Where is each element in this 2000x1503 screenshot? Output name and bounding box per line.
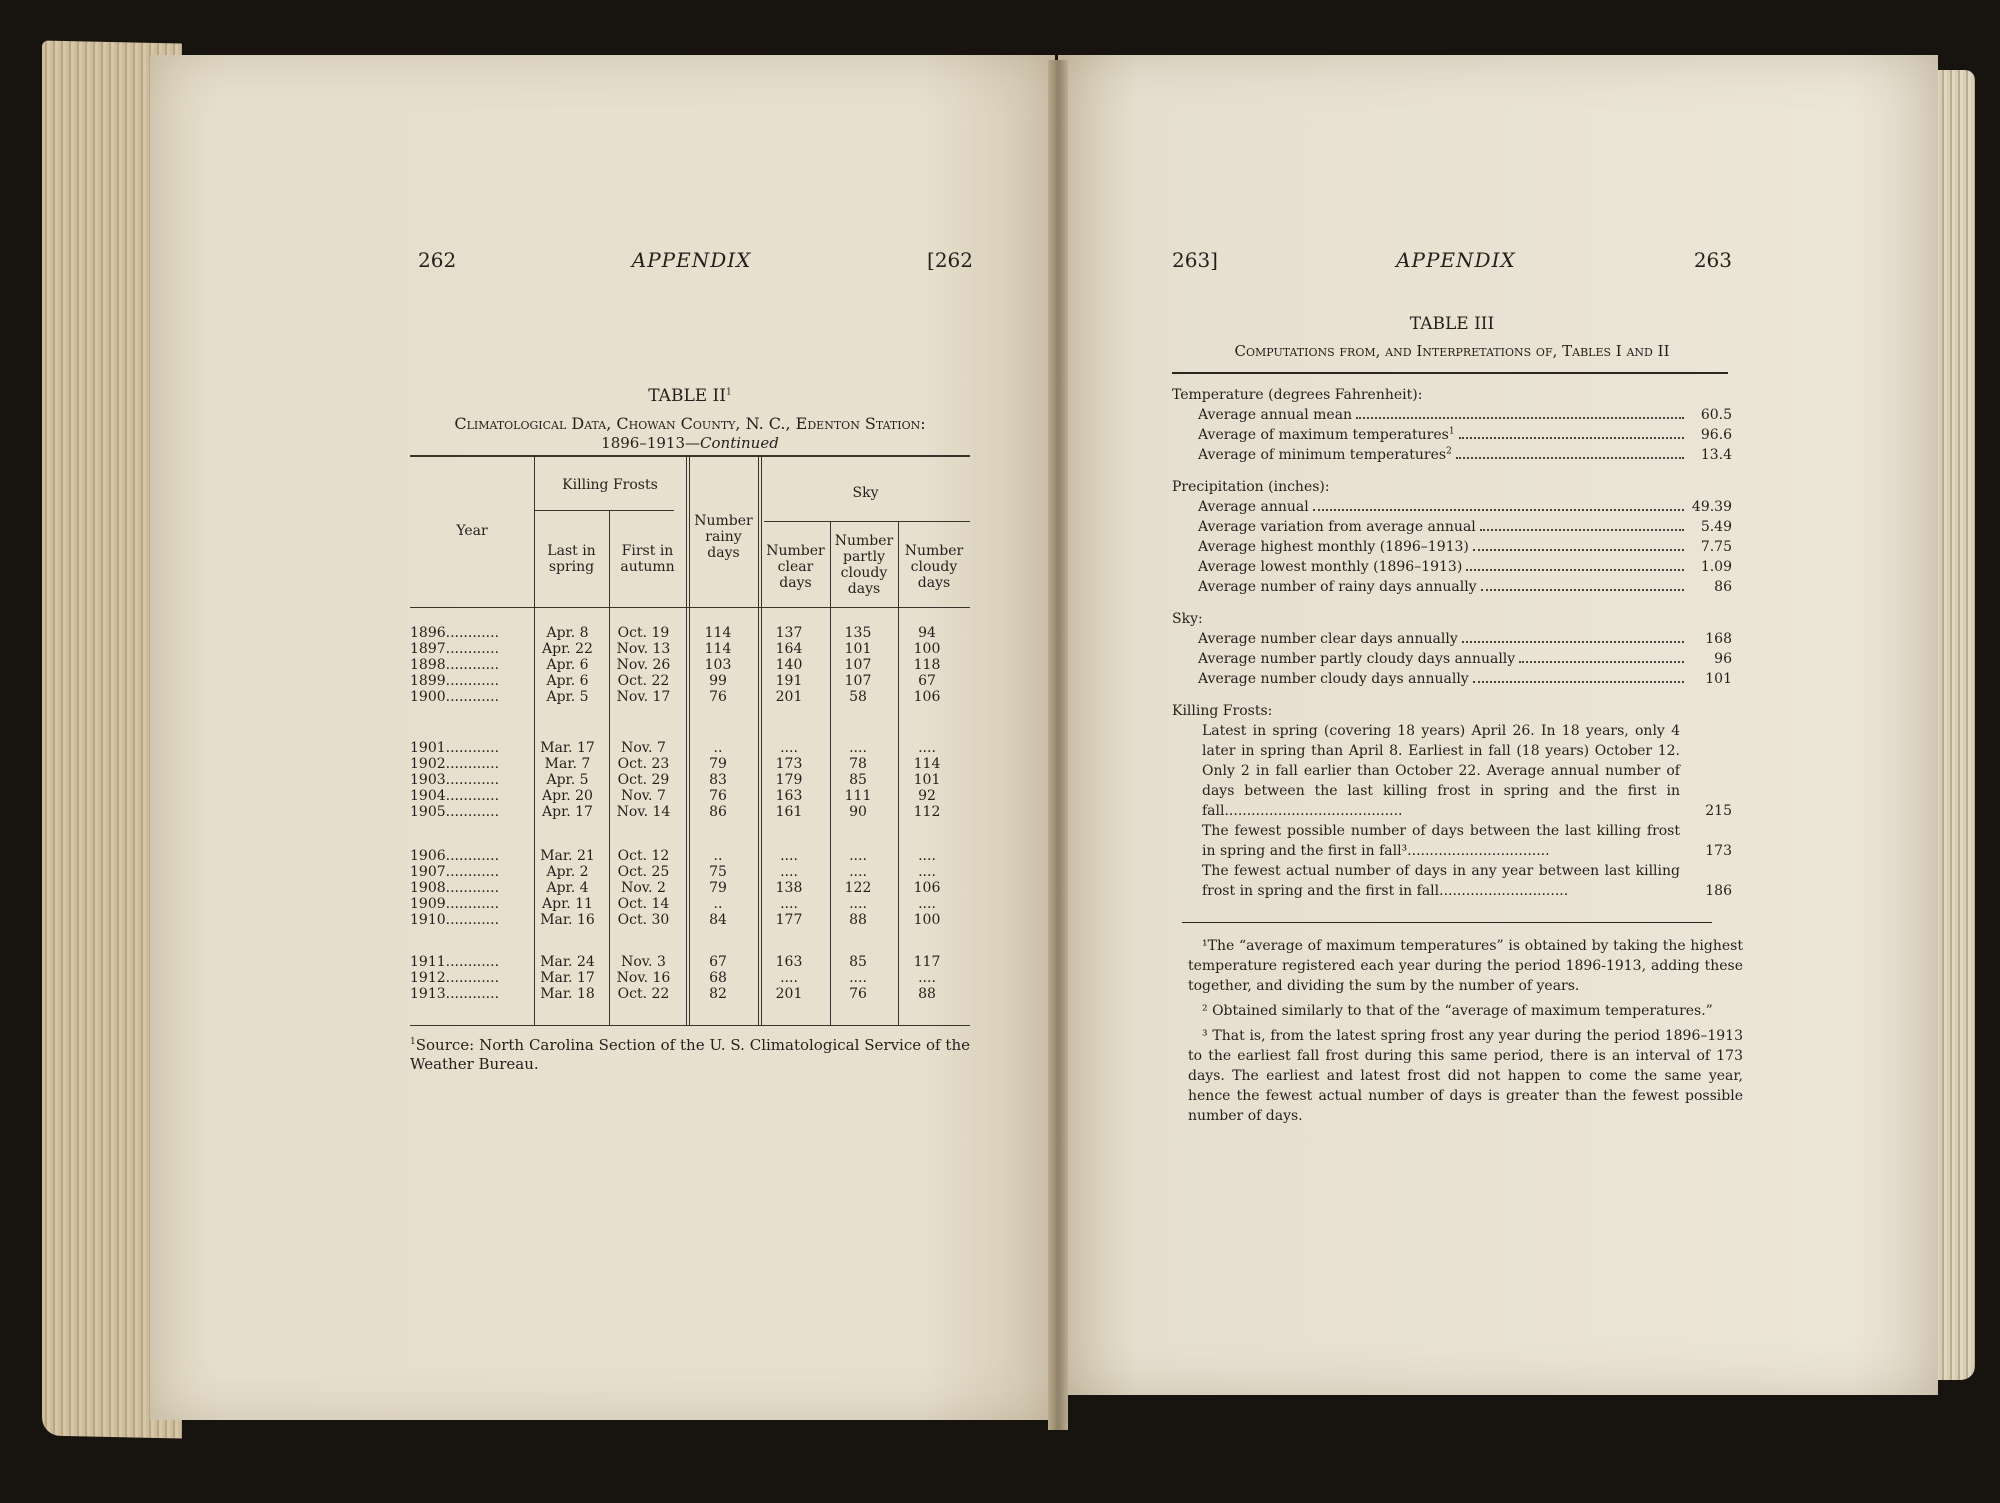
table-iii-item [1172, 445, 1732, 465]
cell-cloudy: 100 [913, 641, 941, 657]
cell-partly: 85 [849, 772, 867, 788]
table-iii-title: TABLE III [1409, 314, 1495, 334]
cell-rainy: 67 [709, 954, 727, 970]
h-cloudy-2: cloudy [910, 559, 958, 575]
cell-cloudy: 114 [913, 756, 941, 772]
leader-dots [1462, 641, 1684, 643]
cell-year: 1905............ [410, 804, 500, 820]
cell-year: 1898............ [410, 657, 500, 673]
header-year: Year [456, 523, 488, 539]
cell-cloudy: 106 [913, 689, 941, 705]
cell-last: Apr. 11 [542, 896, 593, 912]
cell-rainy: .. [713, 740, 723, 756]
item-label-text: Average number partly cloudy days annually [1198, 651, 1516, 667]
cell-cloudy: 101 [913, 772, 941, 788]
leader-dots [1459, 437, 1684, 439]
item-label-text: Average annual mean [1198, 407, 1353, 423]
section-heading: Sky: [1172, 611, 1203, 627]
cell-clear: .... [780, 740, 798, 756]
cell-partly: .... [849, 970, 867, 986]
cell-first: Oct. 14 [617, 896, 670, 912]
killing-frosts-value-2: 173 [1705, 843, 1732, 859]
cell-partly: 88 [849, 912, 867, 928]
item-value: 168 [1705, 631, 1732, 647]
table-iii-item [1172, 537, 1732, 557]
cell-cloudy: .... [918, 848, 936, 864]
item-label [1198, 629, 1458, 649]
row-group [410, 954, 970, 1002]
cell-year: 1904............ [410, 788, 500, 804]
table-iii-bottom-rule [1182, 922, 1712, 923]
right-footnote-2: ² Obtained similarly to that of the “average of maximum temperatures.” [1202, 1003, 1713, 1019]
cell-last: Mar. 17 [540, 740, 595, 756]
cell-last: Mar. 24 [540, 954, 595, 970]
h-partly-2: partly [842, 549, 885, 565]
cell-year: 1897............ [410, 641, 500, 657]
cell-last: Apr. 2 [546, 864, 589, 880]
cell-rainy: 82 [709, 986, 727, 1002]
table-iii [1172, 385, 1732, 913]
cell-year: 1911............ [410, 954, 500, 970]
table-row [410, 625, 970, 641]
cell-last: Apr. 4 [546, 880, 589, 896]
book-gutter [1048, 60, 1068, 1430]
caption-years: 1896–1913— [601, 434, 701, 452]
h-cloudy-1: Number [904, 543, 964, 559]
cell-year: 1909............ [410, 896, 500, 912]
table-ii [410, 455, 970, 1030]
table-iii-sections [1172, 385, 1732, 689]
leader-dots [1313, 509, 1684, 511]
cell-last: Apr. 20 [542, 788, 593, 804]
killing-frosts-para-3 [1172, 861, 1732, 901]
cell-partly: 107 [844, 657, 872, 673]
cell-rainy: 84 [709, 912, 727, 928]
table-row [410, 788, 970, 804]
table-ii-label: TABLE II [648, 386, 726, 406]
table-iii-item [1172, 557, 1732, 577]
item-value: 86 [1714, 579, 1732, 595]
header-partly-cloudy-days [830, 533, 898, 597]
cell-first: Nov. 26 [616, 657, 671, 673]
cell-partly: .... [849, 864, 867, 880]
table-iii-item [1172, 649, 1732, 669]
table-iii-section [1172, 385, 1732, 465]
cell-cloudy: 94 [918, 625, 936, 641]
h-cloudy-3: days [917, 575, 951, 591]
item-label-text: Average annual [1198, 499, 1309, 515]
table-row [410, 673, 970, 689]
right-footnotes [1188, 936, 1743, 1131]
item-label-text: Average number of rainy days annually [1198, 579, 1477, 595]
killing-frosts-para-2 [1172, 821, 1732, 861]
header-cloudy-days [898, 543, 970, 591]
cell-clear: 173 [775, 756, 803, 772]
item-value: 1.09 [1700, 559, 1732, 575]
table-row [410, 864, 970, 880]
cell-partly: .... [849, 848, 867, 864]
item-label-text: Average number cloudy days annually [1198, 671, 1469, 687]
cell-year: 1913............ [410, 986, 500, 1002]
cell-cloudy: 92 [918, 788, 936, 804]
table-row [410, 986, 970, 1002]
right-page-number: 263 [1693, 248, 1732, 272]
left-footnote [410, 1036, 970, 1074]
cell-clear: 191 [775, 673, 803, 689]
cell-last: Mar. 21 [540, 848, 595, 864]
cell-partly: 58 [849, 689, 867, 705]
cell-partly: 76 [849, 986, 867, 1002]
item-label-text: Average of maximum temperatures [1198, 427, 1449, 443]
table-row [410, 970, 970, 986]
cell-partly: 101 [844, 641, 872, 657]
leader-dots [1473, 549, 1684, 551]
cell-cloudy: 118 [913, 657, 941, 673]
header-last-in-spring [534, 543, 609, 575]
cell-last: Apr. 5 [546, 772, 589, 788]
cell-first: Nov. 16 [616, 970, 671, 986]
cell-clear: 201 [775, 689, 803, 705]
row-group [410, 625, 970, 705]
cell-rainy: 79 [709, 880, 727, 896]
cell-partly: 135 [844, 625, 872, 641]
table-ii-title [410, 386, 970, 406]
cell-first: Nov. 3 [621, 954, 666, 970]
item-label-text: Average number clear days annually [1198, 631, 1458, 647]
cell-first: Oct. 29 [617, 772, 670, 788]
leader-dots [1480, 529, 1684, 531]
h-partly-1: Number [834, 533, 894, 549]
cell-year: 1908............ [410, 880, 500, 896]
table-iii-item [1172, 669, 1732, 689]
table-iii-item [1172, 629, 1732, 649]
cell-last: Mar. 7 [544, 756, 591, 772]
h-clear-3: days [779, 575, 812, 591]
item-label [1198, 537, 1469, 557]
right-running-head: APPENDIX [1396, 248, 1516, 272]
cell-clear: .... [780, 848, 798, 864]
cell-partly: .... [849, 896, 867, 912]
table-row [410, 912, 970, 928]
cell-cloudy: 100 [913, 912, 941, 928]
table-ii-caption-years [410, 434, 970, 452]
h-clear-2: clear [777, 559, 814, 575]
item-label-text: Average lowest monthly (1896–1913) [1198, 559, 1463, 575]
cell-rainy: 75 [709, 864, 727, 880]
row-group [410, 848, 970, 928]
cell-rainy: 114 [704, 625, 732, 641]
killing-frosts-para-1 [1172, 721, 1732, 821]
cell-cloudy: .... [918, 740, 936, 756]
cell-first: Oct. 23 [617, 756, 670, 772]
header-clear-days [761, 543, 830, 591]
killing-frosts-text-1: Latest in spring (covering 18 years) April 26. In 18 years, only 4 later in spring than April 8. Earliest in fall (18 years) October 12. Only 2 in fall earlier than October 22. Average annual number of days between the last killing frost in spring and the first in fall........................................ [1202, 723, 1680, 819]
cell-last: Apr. 6 [546, 657, 589, 673]
cell-first: Nov. 17 [616, 689, 671, 705]
cell-cloudy: 88 [918, 986, 936, 1002]
header-first-in-autumn [609, 543, 686, 575]
cell-partly: 78 [849, 756, 867, 772]
cell-partly: 90 [849, 804, 867, 820]
cell-clear: 161 [775, 804, 803, 820]
table-ii-caption: Climatological Data, Chowan County, N. C., Edenton Station: [454, 414, 926, 433]
leader-dots [1519, 661, 1684, 663]
cell-rainy: 103 [704, 657, 732, 673]
h-rain-1: Number [694, 513, 753, 529]
leader-dots [1356, 417, 1684, 419]
item-value: 96.6 [1700, 427, 1732, 443]
cell-first: Nov. 7 [621, 788, 666, 804]
cell-rainy: 79 [709, 756, 727, 772]
right-running-header [1172, 248, 1732, 272]
cell-rainy: .. [713, 896, 723, 912]
table-iii-caption: Computations from, and Interpretations of, Tables I and II [1234, 342, 1670, 360]
item-value: 49.39 [1691, 499, 1732, 515]
table-iii-top-rule [1172, 372, 1728, 374]
left-footnote-text: Source: North Carolina Section of the U. S. Climatological Service of the Weather Bureau. [410, 1036, 970, 1073]
left-running-head: APPENDIX [631, 248, 752, 272]
h-partly-4: days [847, 581, 881, 597]
cell-rainy: 68 [709, 970, 727, 986]
killing-frosts-text-2: The fewest possible number of days between the last killing frost in spring and the first in fall³................................ [1202, 823, 1680, 859]
leader-dots [1473, 681, 1684, 683]
header-killing-frosts: Killing Frosts [562, 477, 658, 493]
cell-first: Oct. 12 [617, 848, 670, 864]
left-page-number: 262 [418, 248, 457, 272]
left-bracket-number: [262 [927, 248, 973, 272]
frosts-rule [534, 510, 674, 511]
cell-clear: 138 [775, 880, 803, 896]
table-iii-item [1172, 517, 1732, 537]
cell-first: Oct. 22 [617, 986, 670, 1002]
table-row [410, 657, 970, 673]
leader-dots [1481, 589, 1684, 591]
h-partly-3: cloudy [840, 565, 888, 581]
cell-first: Nov. 14 [616, 804, 671, 820]
cell-clear: .... [780, 896, 798, 912]
cell-first: Nov. 2 [621, 880, 666, 896]
table-iii-section [1172, 609, 1732, 689]
cell-clear: 179 [775, 772, 803, 788]
table-row [410, 772, 970, 788]
cell-partly: 85 [849, 954, 867, 970]
cell-cloudy: .... [918, 896, 936, 912]
cell-clear: 137 [775, 625, 803, 641]
cell-first: Nov. 7 [621, 740, 666, 756]
item-label-text: Average variation from average annual [1198, 519, 1476, 535]
top-rule [410, 455, 970, 457]
item-label [1198, 517, 1476, 537]
killing-frosts-heading: Killing Frosts: [1172, 703, 1273, 719]
item-footnote-mark: 2 [1446, 446, 1452, 457]
cell-cloudy: 112 [913, 804, 941, 820]
table-iii-item [1172, 497, 1732, 517]
cell-year: 1902............ [410, 756, 500, 772]
h-clear-1: Number [766, 543, 825, 559]
cell-partly: 107 [844, 673, 872, 689]
h-last-1: Last in [547, 543, 596, 559]
left-footnote-mark: 1 [410, 1037, 416, 1047]
cell-year: 1900............ [410, 689, 500, 705]
table-iii-item [1172, 425, 1732, 445]
right-footnote-3: ³ That is, from the latest spring frost any year during the period 1896–1913 to the earliest fall frost during this same period, there is an interval of 173 days. The earliest and latest frost did not happen to come the same year, hence the fewest actual number of days is greater than the fewest possible number of days. [1188, 1028, 1743, 1124]
cell-partly: 122 [844, 880, 872, 896]
cell-rainy: .. [713, 848, 723, 864]
cell-cloudy: .... [918, 970, 936, 986]
cell-cloudy: .... [918, 864, 936, 880]
cell-first: Oct. 19 [617, 625, 670, 641]
cell-rainy: 99 [709, 673, 727, 689]
cell-year: 1899............ [410, 673, 500, 689]
cell-last: Mar. 17 [540, 970, 595, 986]
h-first-2: autumn [620, 559, 675, 575]
killing-frosts-section [1172, 701, 1732, 901]
cell-rainy: 83 [709, 772, 727, 788]
table-row [410, 896, 970, 912]
table-row [410, 848, 970, 864]
cell-clear: .... [780, 864, 798, 880]
table-row [410, 954, 970, 970]
cell-clear: 164 [775, 641, 803, 657]
item-value: 7.75 [1700, 539, 1732, 555]
killing-frosts-value-1: 215 [1705, 803, 1732, 819]
item-label [1198, 557, 1462, 577]
item-label [1198, 445, 1452, 465]
cell-rainy: 76 [709, 689, 727, 705]
item-value: 96 [1714, 651, 1732, 667]
item-label [1198, 669, 1469, 689]
right-footnote-1: ¹The “average of maximum temperatures” is obtained by taking the highest temperature registered each year during the period 1896-1913, adding these together, and dividing the sum by the number of years. [1188, 938, 1743, 994]
cell-clear: 140 [775, 657, 803, 673]
cell-year: 1910............ [410, 912, 500, 928]
cell-last: Mar. 16 [540, 912, 595, 928]
cell-year: 1896............ [410, 625, 500, 641]
cell-partly: .... [849, 740, 867, 756]
table-row [410, 740, 970, 756]
table-row [410, 641, 970, 657]
table-iii-item [1172, 577, 1732, 597]
section-heading: Temperature (degrees Fahrenheit): [1172, 387, 1423, 403]
cell-cloudy: 106 [913, 880, 941, 896]
cell-cloudy: 67 [918, 673, 936, 689]
table-ii-footnote-mark: 1 [725, 387, 732, 398]
cell-first: Oct. 22 [617, 673, 670, 689]
cell-last: Mar. 18 [540, 986, 595, 1002]
cell-year: 1903............ [410, 772, 500, 788]
cell-rainy: 76 [709, 788, 727, 804]
cell-clear: 163 [775, 954, 803, 970]
killing-frosts-value-3: 186 [1705, 883, 1732, 899]
sky-rule [764, 521, 970, 522]
item-label [1198, 425, 1455, 445]
h-first-1: First in [621, 543, 674, 559]
left-running-header [418, 248, 973, 272]
item-value: 101 [1705, 671, 1732, 687]
item-footnote-mark: 1 [1448, 426, 1455, 437]
leader-dots [1466, 569, 1684, 571]
cell-rainy: 114 [704, 641, 732, 657]
right-bracket-number: 263] [1172, 248, 1218, 272]
cell-cloudy: 117 [913, 954, 941, 970]
item-label [1198, 405, 1352, 425]
header-sky: Sky [852, 485, 879, 501]
cell-rainy: 86 [709, 804, 727, 820]
table-row [410, 804, 970, 820]
item-value: 13.4 [1700, 447, 1732, 463]
item-value: 5.49 [1700, 519, 1732, 535]
cell-year: 1906............ [410, 848, 500, 864]
cell-first: Nov. 13 [616, 641, 671, 657]
table-row [410, 756, 970, 772]
killing-frosts-text-3: The fewest actual number of days in any year between last killing frost in spring and the first in fall............................. [1202, 863, 1680, 899]
row-group [410, 740, 970, 820]
item-label [1198, 577, 1477, 597]
cell-last: Apr. 17 [542, 804, 593, 820]
cell-year: 1901............ [410, 740, 500, 756]
cell-last: Apr. 5 [546, 689, 589, 705]
cell-clear: .... [780, 970, 798, 986]
section-heading: Precipitation (inches): [1172, 479, 1330, 495]
table-row [410, 880, 970, 896]
header-bottom-rule [410, 607, 970, 608]
item-label-text: Average of minimum temperatures [1198, 447, 1447, 463]
table-iii-item [1172, 405, 1732, 425]
cell-last: Apr. 6 [546, 673, 589, 689]
table-iii-section [1172, 477, 1732, 597]
cell-first: Oct. 30 [617, 912, 670, 928]
item-label [1198, 497, 1309, 517]
cell-year: 1912............ [410, 970, 500, 986]
cell-year: 1907............ [410, 864, 500, 880]
cell-clear: 163 [775, 788, 803, 804]
cell-clear: 201 [775, 986, 803, 1002]
cell-partly: 111 [844, 788, 872, 804]
item-value: 60.5 [1700, 407, 1732, 423]
cell-last: Apr. 8 [546, 625, 589, 641]
table-row [410, 689, 970, 705]
caption-continued: Continued [700, 434, 779, 452]
cell-clear: 177 [775, 912, 803, 928]
item-label-text: Average highest monthly (1896–1913) [1198, 539, 1469, 555]
h-rain-3: days [707, 545, 740, 561]
cell-first: Oct. 25 [617, 864, 670, 880]
leader-dots [1456, 457, 1684, 459]
cell-last: Apr. 22 [542, 641, 593, 657]
h-rain-2: rainy [705, 529, 742, 545]
h-last-2: spring [548, 559, 595, 575]
item-label [1198, 649, 1515, 669]
bottom-rule [410, 1025, 970, 1026]
header-rainy-days [689, 513, 758, 561]
